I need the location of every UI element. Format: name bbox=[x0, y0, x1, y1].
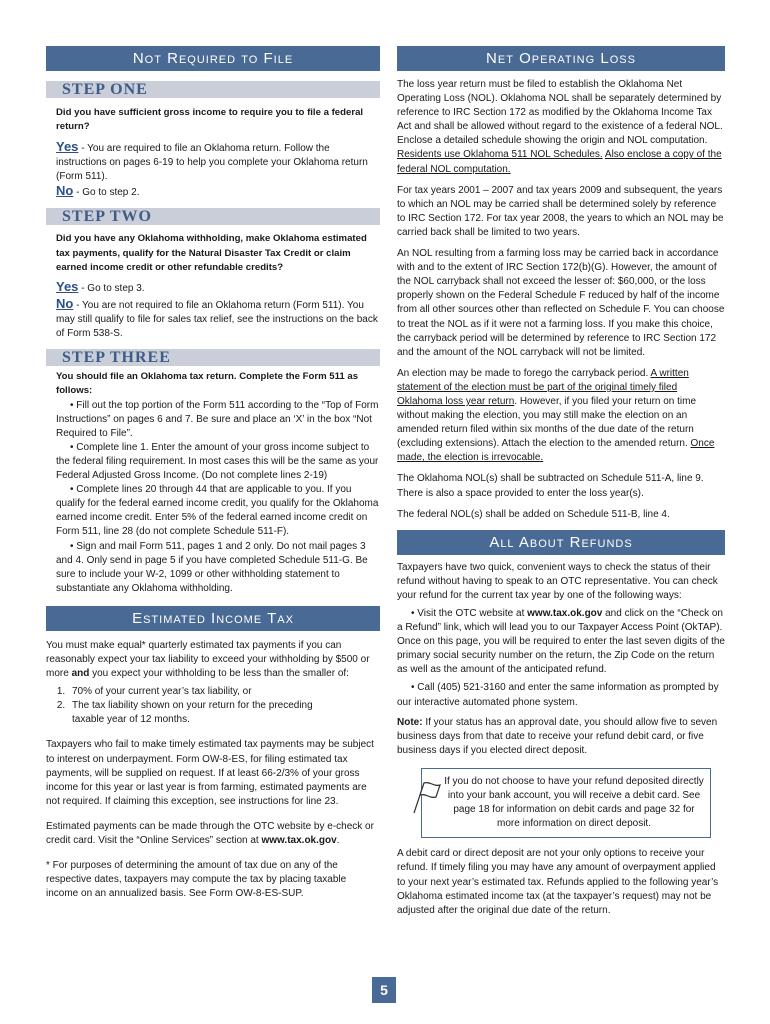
nol-title: Net Operating Loss bbox=[486, 50, 636, 67]
left-column bbox=[46, 46, 380, 901]
step-three-intro: You should file an Oklahoma tax return. Complete the Form 511 as follows: bbox=[56, 370, 359, 397]
estimated-tax-title: Estimated Income Tax bbox=[132, 609, 294, 627]
step-three-bullet-4: • Sign and mail Form 511, pages 1 and 2 only. Do not mail pages 3 and 4. Only send in page 5 if you have completed Schedule 511-G. Be sure to include your W-2, 1099 or other withholding statement to substantiate any Oklahoma withholding. bbox=[56, 540, 368, 594]
yes-label: Yes bbox=[56, 138, 79, 154]
not-required-title: Not Required to File bbox=[132, 50, 294, 67]
estimated-para-1 bbox=[46, 639, 380, 681]
refunds-b1b: and click on the “Check on a Refund” link, which will lead you to our Taxpayer Access Point (OkTAP). Once on this page, you will be required to enter the last seven digits of the primary social security number on the return, the Zip Code on the return as well as the amount of the anticipated refund. bbox=[397, 608, 725, 676]
nol-p1-underline-1: Residents use Oklahoma 511 NOL Schedules. bbox=[397, 149, 603, 161]
estimated-and: and bbox=[71, 668, 90, 680]
nol-p1-underline-2: Also enclose a copy of the federal NOL computation. bbox=[397, 149, 722, 175]
nol-p4-underline-2: Once made, the election is irrevocable. bbox=[397, 438, 715, 464]
estimated-tax-banner bbox=[46, 606, 380, 631]
estimated-list bbox=[68, 685, 380, 727]
flag-icon bbox=[406, 777, 446, 817]
estimated-p3b: . bbox=[336, 835, 340, 847]
nol-para-1 bbox=[397, 78, 725, 177]
nol-para-3: An NOL resulting from a farming loss may be carried back in accordance with and to the extent of IRC Section 172(b)(G). However, the amount of the NOL carryback shall not exceed the lesser of: $60,000, or the loss properly shown on the Federal Schedule F reduced by half of the income from all other sources other than reflected on Schedule F. You can choose to treat the NOL as if it were not a farming loss. If you make this choice, the carryback period will be determined by reference to IRC Section 172 and the amount of the NOL carryback will not be limited. bbox=[397, 248, 725, 358]
estimated-list-item-2: 2. The tax liability shown on your return for the preceding taxable year of 12 months. bbox=[68, 699, 380, 727]
step-two-yes bbox=[46, 280, 380, 296]
right-column bbox=[397, 46, 725, 918]
debit-card-note-text: If you do not choose to have your refund deposited directly into your bank account, you will receive a debit card. See page 18 for information on debit cards and page 32 for more information on direct deposit. bbox=[444, 775, 704, 830]
otc-website-link[interactable]: www.tax.ok.gov bbox=[261, 835, 337, 847]
debit-card-note-box bbox=[421, 768, 711, 838]
refunds-banner bbox=[397, 530, 725, 555]
step-one-yes bbox=[46, 140, 380, 184]
note-text: If your status has an approval date, you should allow five to seven business days from that date to receive your refund debit card, or five business days if you elected direct deposit. bbox=[397, 716, 718, 756]
nol-p1a: The loss year return must be filed to establish the Oklahoma Net Operating Loss (NOL). Oklahoma NOL shall be separately determined by reference to IRC Section 172 as modified by the Oklahoma Income Tax Act and shall be allowed without regard to the existence of a federal NOL. Enclose a detailed schedule showing the origin and NOL computation. bbox=[397, 79, 723, 147]
step-one-yes-text: - You are required to file an Oklahoma return. Follow the instructions on pages 6-19 to help you complete your Oklahoma return (Form 511). bbox=[56, 142, 368, 182]
step-three-heading bbox=[46, 349, 380, 366]
refunds-note bbox=[397, 716, 725, 758]
refunds-para-1: Taxpayers have two quick, convenient ways to check the status of their refund without having to speak to an OTC representative. You can check your refund for the current tax year by one of the following ways: bbox=[397, 561, 718, 601]
note-label: Note: bbox=[397, 716, 423, 728]
nol-banner bbox=[397, 46, 725, 71]
step-two-question: Did you have any Oklahoma withholding, make Oklahoma estimated tax payments, qualify for the Natural Disaster Tax Credit or claim earned income credit or other refundable credits? bbox=[56, 233, 367, 273]
step-three-bullet-2: • Complete line 1. Enter the amount of your gross income subject to the federal filing requirement. In most cases this will be the same as your Federal Adjusted Gross Income. (Do not complete lines 2-19) bbox=[56, 441, 379, 482]
nol-p4b: . However, if you filed your return on time without making the election, you may still make the election on an amended return filed within six months of the due date of the return (excluding extensions). Attach the election to the amended return. bbox=[397, 395, 697, 450]
otc-website-link-refunds[interactable]: www.tax.ok.gov bbox=[527, 608, 603, 619]
no-label: No bbox=[56, 295, 74, 311]
nol-p4-underline-1: A written statement of the election must be part of the original timely filed Oklahoma loss year return bbox=[397, 367, 689, 407]
step-one-question: Did you have sufficient gross income to require you to file a federal return? bbox=[56, 107, 364, 133]
refunds-para-last: A debit card or direct deposit are not your only options to receive your refund. If timely filing you may have any amount of overpayment applied to your next year’s estimated tax. Refunds applied to the following year’s Oklahoma estimated income tax (at the taxpayer’s request) may not be adjusted after the original due date of the return. bbox=[397, 848, 719, 916]
no-label: No bbox=[56, 183, 74, 199]
estimated-p3a: Estimated payments can be made through the OTC website by e-check or credit card. Visit the “Online Services” section at bbox=[46, 820, 374, 847]
step-three-bullet-3: • Complete lines 20 through 44 that are applicable to you. If you qualify for the federal earned income credit, you qualify for the Oklahoma earned income credit. Enter 5% of the federal earned income credit on Form 511, line 28 (do not complete Schedule 511-F). bbox=[56, 484, 379, 538]
step-two-no bbox=[46, 297, 380, 341]
nol-para-5: The Oklahoma NOL(s) shall be subtracted on Schedule 511-A, line 9. There is also a space provided to enter the loss year(s). bbox=[397, 473, 704, 499]
not-required-banner bbox=[46, 46, 380, 71]
yes-label: Yes bbox=[56, 279, 79, 295]
step-two-yes-text: - Go to step 3. bbox=[78, 283, 145, 295]
estimated-footnote: * For purposes of determining the amount of tax due on any of the respective dates, taxpayers may compute the tax by placing taxable income on an annualized basis. See Form OW-8-ES-SUP. bbox=[46, 860, 347, 900]
refunds-bullet-2: • Call (405) 521-3160 and enter the same information as prompted by our interactive automated phone system. bbox=[397, 682, 719, 708]
estimated-p1a: You must make equal* quarterly estimated tax payments if you can reasonably expect your tax liability to exceed your withholding by $500 or more bbox=[46, 639, 370, 680]
estimated-p1b: you expect your withholding to be less than the smaller of: bbox=[89, 668, 349, 680]
step-two-heading bbox=[46, 208, 380, 225]
refunds-bullet-1 bbox=[397, 607, 725, 677]
page-number: 5 bbox=[372, 977, 396, 1003]
nol-para-2: For tax years 2001 – 2007 and tax years 2009 and subsequent, the years to which an NOL may be carried shall be determined solely by reference to IRC Section 172. For tax year 2008, the years to which an NOL may be carried back shall be limited to two years. bbox=[397, 184, 724, 238]
refunds-title: All About Refunds bbox=[489, 533, 633, 551]
step-two-label: STEP TWO bbox=[62, 208, 152, 226]
step-one-no bbox=[46, 184, 380, 200]
nol-p4a: An election may be made to forego the carryback period. bbox=[397, 367, 651, 379]
step-three-label: STEP THREE bbox=[62, 348, 171, 366]
step-two-no-text: - You are not required to file an Oklahoma return (Form 511). You may still qualify to file for sales tax relief, see the instructions on the back of Form 538-S. bbox=[56, 299, 378, 339]
step-one-no-text: - Go to step 2. bbox=[73, 187, 140, 199]
step-three-bullet-1: • Fill out the top portion of the Form 511 according to the “Top of Form Instructions” on pages 6 and 7. Be sure and place an ‘X’ in the box “Not Required to File”. bbox=[56, 399, 379, 439]
nol-para-4 bbox=[397, 367, 725, 466]
step-one-heading bbox=[46, 81, 380, 98]
estimated-para-3 bbox=[46, 820, 380, 848]
nol-para-6: The federal NOL(s) shall be added on Schedule 511-B, line 4. bbox=[397, 508, 670, 520]
estimated-list-item-1: 1. 70% of your current year’s tax liability, or bbox=[68, 685, 380, 699]
estimated-para-2: Taxpayers who fail to make timely estimated tax payments may be subject to interest on underpayment. Form OW-8-ES, for filing estimated tax payments, will be supplied on request. If at least 66-2/3% of your gross income for this year or last year is from farming, estimated payments are not required. If claiming this exception, see instructions for line 23. bbox=[46, 739, 374, 807]
refunds-b1a: • Visit the OTC website at bbox=[411, 608, 528, 619]
step-one-label: STEP ONE bbox=[62, 81, 148, 98]
